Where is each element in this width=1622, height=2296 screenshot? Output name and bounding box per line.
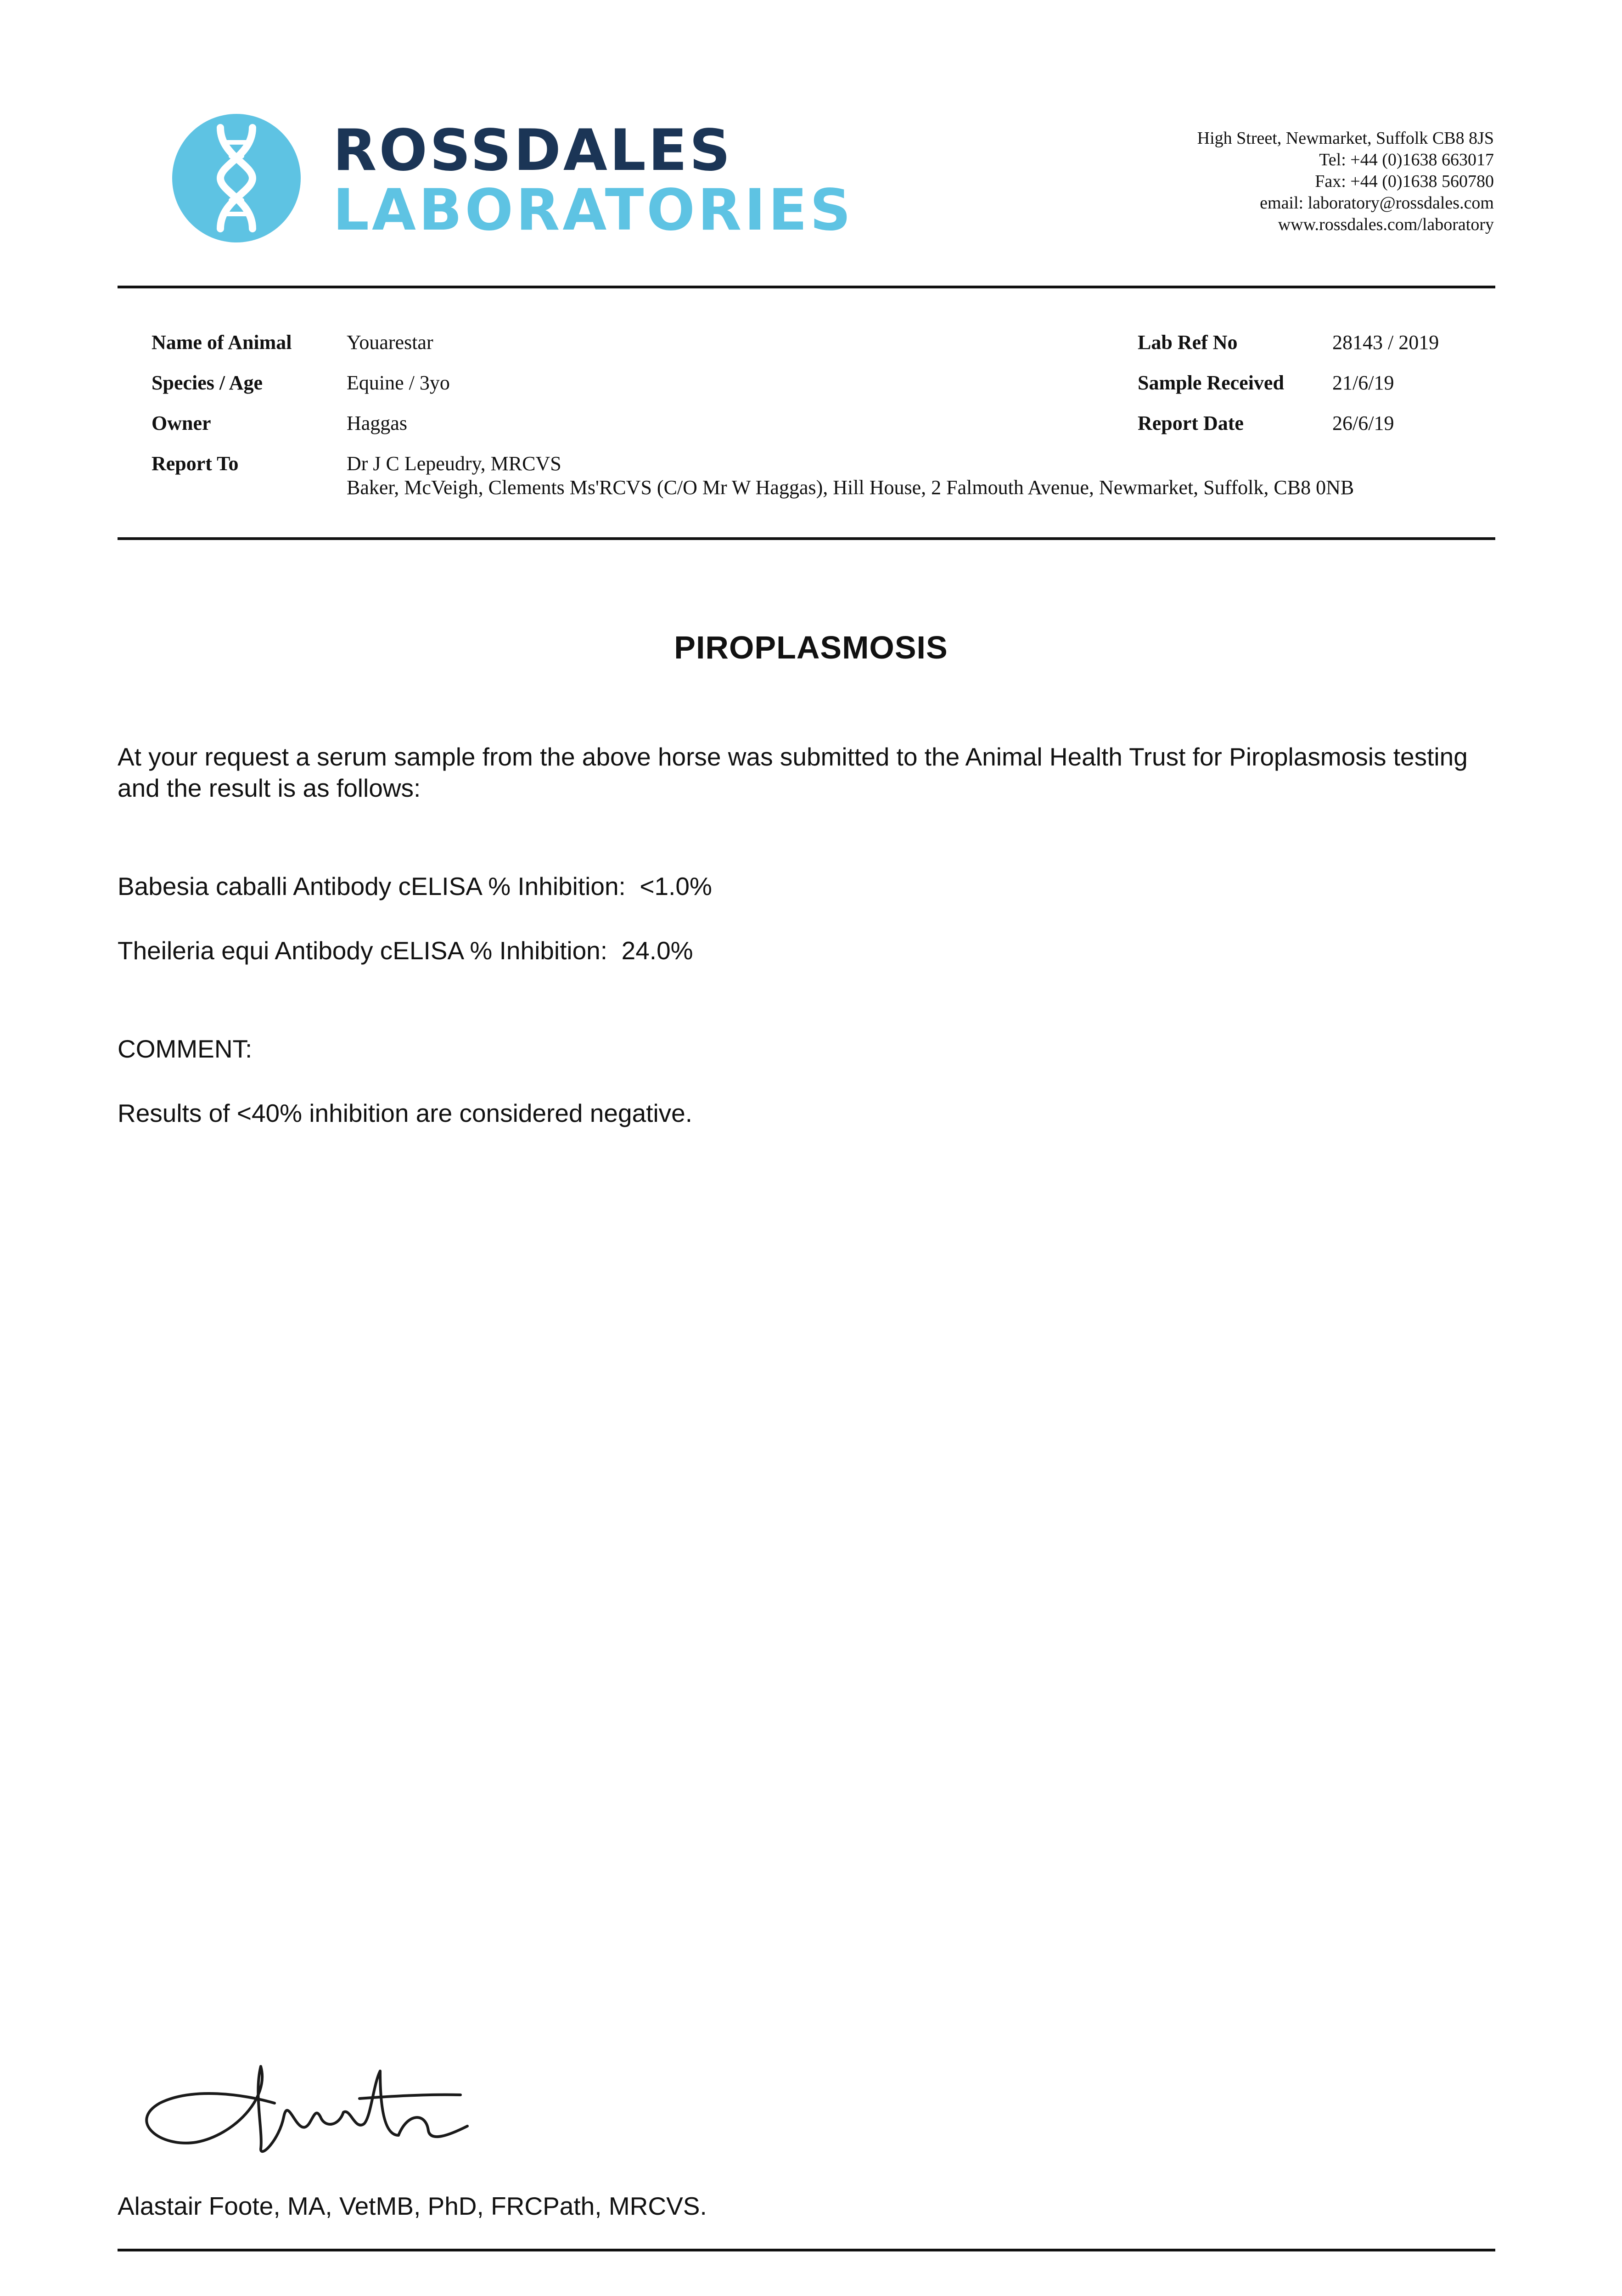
contact-block (1197, 128, 1494, 236)
result-label: Theileria equi Antibody cELISA % Inhibition: (118, 936, 608, 965)
result-theileria (118, 935, 1495, 966)
contact-website: www.rossdales.com/laboratory (1278, 215, 1494, 234)
sample-received-value: 21/6/19 (1332, 371, 1394, 394)
dna-logo-icon (172, 114, 301, 242)
brand-name-line-1: ROSSDALES (333, 118, 733, 184)
report-date-label: Report Date (1138, 412, 1244, 434)
name-of-animal-value: Youarestar (347, 331, 433, 354)
report-title: PIROPLASMOSIS (674, 630, 948, 665)
report-date-value: 26/6/19 (1332, 412, 1394, 434)
result-babesia (118, 871, 1495, 902)
species-age-value: Equine / 3yo (347, 371, 450, 394)
result-label: Babesia caballi Antibody cELISA % Inhibition: (118, 872, 626, 900)
contact-address: High Street, Newmarket, Suffolk CB8 8JS (1197, 129, 1494, 148)
report-to-address: Baker, McVeigh, Clements Ms'RCVS (C/O Mr W Haggas), Hill House, 2 Falmouth Avenue, Newmarket, Suffolk, CB8 0NB (347, 476, 1354, 499)
header-divider (118, 286, 1495, 288)
comment-heading: COMMENT: (118, 1035, 253, 1063)
result-value: <1.0% (640, 872, 712, 900)
contact-tel: Tel: +44 (0)1638 663017 (1319, 150, 1494, 169)
report-to-name: Dr J C Lepeudry, MRCVS (347, 452, 561, 475)
name-of-animal-label: Name of Animal (152, 331, 292, 354)
contact-fax: Fax: +44 (0)1638 560780 (1315, 172, 1494, 191)
lab-ref-label: Lab Ref No (1138, 331, 1238, 354)
handwritten-signature (123, 2043, 477, 2167)
comment-text: Results of <40% inhibition are considered negative. (118, 1099, 693, 1127)
owner-value: Haggas (347, 412, 407, 434)
footer-divider (118, 2249, 1495, 2251)
lab-ref-value: 28143 / 2019 (1332, 331, 1439, 354)
contact-email: email: laboratory@rossdales.com (1260, 193, 1494, 213)
intro-paragraph: At your request a serum sample from the above horse was submitted to the Animal Health Trust for Piroplasmosis testing and the result is as follows: (118, 743, 1468, 802)
owner-label: Owner (152, 412, 211, 434)
species-age-label: Species / Age (152, 371, 263, 394)
signatory-name: Alastair Foote, MA, VetMB, PhD, FRCPath, MRCVS. (118, 2192, 707, 2220)
report-to-label: Report To (152, 452, 239, 475)
info-divider (118, 537, 1495, 540)
sample-received-label: Sample Received (1138, 371, 1284, 394)
brand-name-line-2: LABORATORIES (333, 177, 854, 243)
result-value: 24.0% (621, 936, 693, 965)
